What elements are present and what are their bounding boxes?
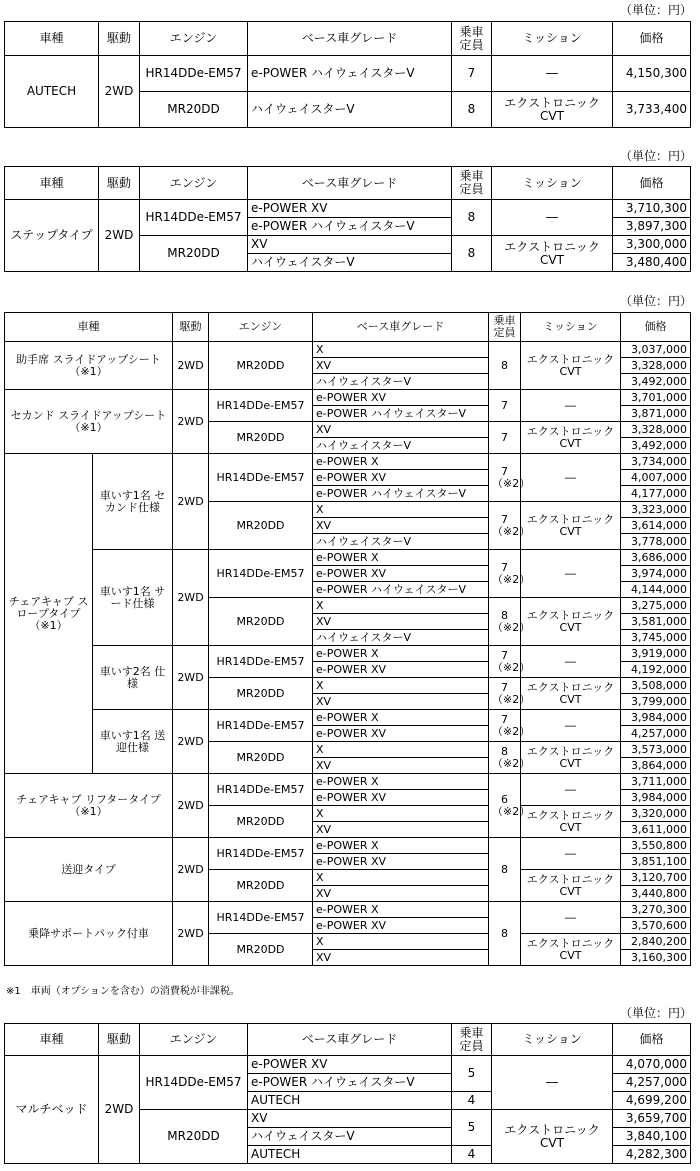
grade-cell: e-POWER X bbox=[313, 838, 489, 854]
table-row bbox=[5, 646, 691, 662]
grade-cell: XV bbox=[313, 886, 489, 902]
engine-cell: HR14DDe-EM57 bbox=[209, 902, 313, 934]
unit-label: （単位：円） bbox=[619, 294, 692, 308]
grade-cell: ハイウェイスターV bbox=[313, 438, 489, 454]
drive-cell: 2WD bbox=[173, 454, 209, 550]
grade-cell: ハイウェイスターV bbox=[248, 254, 452, 272]
mission-cell: エクストロニック CVT bbox=[521, 422, 621, 454]
grade-cell: e-POWER ハイウェイスターV bbox=[248, 1074, 452, 1092]
grade-cell: XV bbox=[313, 518, 489, 534]
price-cell: 2,840,200 bbox=[621, 934, 691, 950]
engine-cell: MR20DD bbox=[140, 236, 248, 272]
header-price: 価格 bbox=[613, 1024, 691, 1056]
price-cell: 3,840,100 bbox=[613, 1128, 691, 1146]
price-cell: 3,871,000 bbox=[621, 406, 691, 422]
header-drive: 駆動 bbox=[173, 313, 209, 342]
header-engine: エンジン bbox=[209, 313, 313, 342]
drive-cell: 2WD bbox=[173, 838, 209, 902]
grade-cell: e-POWER ハイウェイスターV bbox=[248, 218, 452, 236]
grade-cell: e-POWER X bbox=[313, 454, 489, 470]
price-cell: 3,864,000 bbox=[621, 758, 691, 774]
drive-cell: 2WD bbox=[99, 56, 140, 128]
model-cell: 乗降サポートパック付車 bbox=[5, 902, 173, 966]
drive-cell: 2WD bbox=[99, 200, 140, 272]
price-cell: 4,150,300 bbox=[613, 56, 691, 92]
price-cell: 4,282,300 bbox=[613, 1146, 691, 1164]
model-cell: AUTECH bbox=[5, 56, 99, 128]
price-table-step bbox=[4, 166, 691, 272]
table-row bbox=[5, 774, 691, 790]
header-price: 価格 bbox=[621, 313, 691, 342]
header-model: 車種 bbox=[5, 313, 173, 342]
grade-cell: e-POWER ハイウェイスターV bbox=[313, 406, 489, 422]
engine-cell: MR20DD bbox=[209, 806, 313, 838]
price-cell: 3,711,000 bbox=[621, 774, 691, 790]
mission-cell: エクストロニック CVT bbox=[521, 934, 621, 966]
grade-cell: e-POWER X bbox=[313, 646, 489, 662]
grade-cell: e-POWER XV bbox=[248, 1056, 452, 1074]
seats-cell: 5 bbox=[452, 1110, 492, 1146]
mission-cell: エクストロニック CVT bbox=[521, 502, 621, 550]
header-engine: エンジン bbox=[140, 22, 248, 56]
price-table-autech bbox=[4, 21, 691, 128]
price-cell: 3,974,000 bbox=[621, 566, 691, 582]
seats-cell: 8 （※2） bbox=[489, 598, 521, 646]
drive-cell: 2WD bbox=[173, 774, 209, 838]
grade-cell: e-POWER X bbox=[313, 710, 489, 726]
seats-cell: 7 （※2） bbox=[489, 646, 521, 678]
grade-cell: e-POWER XV bbox=[313, 854, 489, 870]
seats-cell: 5 bbox=[452, 1056, 492, 1092]
price-cell: 3,701,000 bbox=[621, 390, 691, 406]
sub-model-cell: 車いす2名 仕様 bbox=[93, 646, 173, 710]
engine-cell: MR20DD bbox=[209, 422, 313, 454]
grade-cell: e-POWER XV bbox=[248, 200, 452, 218]
mission-cell: ― bbox=[521, 646, 621, 678]
engine-cell: MR20DD bbox=[209, 502, 313, 550]
engine-cell: HR14DDe-EM57 bbox=[209, 390, 313, 422]
table-row bbox=[5, 550, 691, 566]
price-cell: 3,300,000 bbox=[613, 236, 691, 254]
model-cell: ステップタイプ bbox=[5, 200, 99, 272]
price-cell: 4,699,200 bbox=[613, 1092, 691, 1110]
mission-cell: ― bbox=[492, 56, 613, 92]
mission-cell: ― bbox=[521, 550, 621, 598]
grade-cell: XV bbox=[313, 950, 489, 966]
price-cell: 3,328,000 bbox=[621, 422, 691, 438]
grade-cell: X bbox=[313, 870, 489, 886]
table-row bbox=[5, 710, 691, 726]
seats-cell: 7 bbox=[489, 422, 521, 454]
price-cell: 4,177,000 bbox=[621, 486, 691, 502]
table-header-row bbox=[5, 167, 691, 200]
table-row bbox=[5, 838, 691, 854]
grade-cell: X bbox=[313, 342, 489, 358]
price-cell: 3,897,300 bbox=[613, 218, 691, 236]
price-cell: 3,710,300 bbox=[613, 200, 691, 218]
mission-cell: エクストロニック CVT bbox=[521, 742, 621, 774]
engine-cell: HR14DDe-EM57 bbox=[209, 774, 313, 806]
header-mission: ミッション bbox=[492, 167, 613, 200]
engine-cell: HR14DDe-EM57 bbox=[209, 710, 313, 742]
mission-cell: エクストロニック CVT bbox=[521, 598, 621, 646]
price-cell: 3,919,000 bbox=[621, 646, 691, 662]
price-cell: 3,659,700 bbox=[613, 1110, 691, 1128]
price-cell: 3,778,000 bbox=[621, 534, 691, 550]
grade-cell: e-POWER X bbox=[313, 774, 489, 790]
mission-cell: エクストロニック CVT bbox=[521, 678, 621, 710]
seats-cell: 8 bbox=[452, 236, 492, 272]
price-table-multibed bbox=[4, 1023, 691, 1164]
grade-cell: X bbox=[313, 598, 489, 614]
header-grade: ベース車グレード bbox=[248, 1024, 452, 1056]
price-cell: 4,257,000 bbox=[621, 726, 691, 742]
model-cell: チェアキャブ スロープタイプ （※1） bbox=[5, 454, 93, 774]
grade-cell: X bbox=[313, 934, 489, 950]
price-cell: 4,257,000 bbox=[613, 1074, 691, 1092]
engine-cell: HR14DDe-EM57 bbox=[140, 1056, 248, 1110]
price-cell: 3,745,000 bbox=[621, 630, 691, 646]
price-cell: 3,037,000 bbox=[621, 342, 691, 358]
header-grade: ベース車グレード bbox=[248, 22, 452, 56]
table-row bbox=[5, 1056, 691, 1074]
grade-cell: e-POWER X bbox=[313, 550, 489, 566]
seats-cell: 7 （※2） bbox=[489, 454, 521, 502]
mission-cell: エクストロニック CVT bbox=[492, 1110, 613, 1164]
grade-cell: e-POWER ハイウェイスターV bbox=[248, 56, 452, 92]
header-model: 車種 bbox=[5, 1024, 99, 1056]
drive-cell: 2WD bbox=[99, 1056, 140, 1164]
sub-model-cell: 車いす1名 送迎仕様 bbox=[93, 710, 173, 774]
table-header-row bbox=[5, 22, 691, 56]
model-cell: 助手席 スライドアップシート （※1） bbox=[5, 342, 173, 390]
header-seats: 乗車定員 bbox=[452, 167, 492, 200]
model-cell: マルチベッド bbox=[5, 1056, 99, 1164]
engine-cell: HR14DDe-EM57 bbox=[140, 56, 248, 92]
mission-cell: ― bbox=[521, 774, 621, 806]
engine-cell: MR20DD bbox=[209, 934, 313, 966]
grade-cell: e-POWER ハイウェイスターV bbox=[313, 582, 489, 598]
price-cell: 3,270,300 bbox=[621, 902, 691, 918]
price-cell: 3,686,000 bbox=[621, 550, 691, 566]
seats-cell: 7 bbox=[489, 390, 521, 422]
header-drive: 駆動 bbox=[99, 167, 140, 200]
header-mission: ミッション bbox=[492, 1024, 613, 1056]
engine-cell: MR20DD bbox=[209, 678, 313, 710]
header-model: 車種 bbox=[5, 167, 99, 200]
seats-cell: 7 bbox=[452, 56, 492, 92]
price-cell: 3,851,100 bbox=[621, 854, 691, 870]
seats-cell: 8 bbox=[489, 342, 521, 390]
grade-cell: XV bbox=[313, 614, 489, 630]
engine-cell: MR20DD bbox=[209, 870, 313, 902]
drive-cell: 2WD bbox=[173, 710, 209, 774]
mission-cell: エクストロニック CVT bbox=[521, 342, 621, 390]
sub-model-cell: 車いす1名 サード仕様 bbox=[93, 550, 173, 646]
drive-cell: 2WD bbox=[173, 646, 209, 710]
header-seats: 乗車定員 bbox=[452, 1024, 492, 1056]
grade-cell: X bbox=[313, 678, 489, 694]
header-drive: 駆動 bbox=[99, 22, 140, 56]
price-cell: 3,492,000 bbox=[621, 374, 691, 390]
grade-cell: X bbox=[313, 806, 489, 822]
price-cell: 3,320,000 bbox=[621, 806, 691, 822]
price-cell: 3,799,000 bbox=[621, 694, 691, 710]
drive-cell: 2WD bbox=[173, 390, 209, 454]
mission-cell: ― bbox=[492, 1056, 613, 1110]
engine-cell: HR14DDe-EM57 bbox=[209, 550, 313, 598]
price-cell: 3,323,000 bbox=[621, 502, 691, 518]
grade-cell: XV bbox=[313, 822, 489, 838]
drive-cell: 2WD bbox=[173, 902, 209, 966]
unit-label: （単位：円） bbox=[619, 3, 692, 17]
price-cell: 3,328,000 bbox=[621, 358, 691, 374]
footnote: ※1 車両（オプションを含む）の消費税が非課税。 bbox=[6, 986, 240, 997]
mission-cell: エクストロニック CVT bbox=[492, 236, 613, 272]
table-row bbox=[5, 200, 691, 218]
price-cell: 3,550,800 bbox=[621, 838, 691, 854]
grade-cell: e-POWER XV bbox=[313, 470, 489, 486]
header-engine: エンジン bbox=[140, 1024, 248, 1056]
table-header-row bbox=[5, 313, 691, 342]
price-cell: 3,508,000 bbox=[621, 678, 691, 694]
table-row bbox=[5, 902, 691, 918]
grade-cell: AUTECH bbox=[248, 1146, 452, 1164]
header-price: 価格 bbox=[613, 22, 691, 56]
price-cell: 3,614,000 bbox=[621, 518, 691, 534]
header-seats: 乗車定員 bbox=[489, 313, 521, 342]
table-row bbox=[5, 342, 691, 358]
engine-cell: MR20DD bbox=[209, 742, 313, 774]
table-row bbox=[5, 390, 691, 406]
grade-cell: XV bbox=[313, 694, 489, 710]
seats-cell: 4 bbox=[452, 1146, 492, 1164]
grade-cell: e-POWER XV bbox=[313, 390, 489, 406]
price-table-welfare bbox=[4, 312, 691, 966]
price-cell: 3,984,000 bbox=[621, 790, 691, 806]
grade-cell: e-POWER XV bbox=[313, 918, 489, 934]
price-cell: 3,611,000 bbox=[621, 822, 691, 838]
price-cell: 4,192,000 bbox=[621, 662, 691, 678]
grade-cell: e-POWER XV bbox=[313, 790, 489, 806]
model-cell: 送迎タイプ bbox=[5, 838, 173, 902]
seats-cell: 7 （※2） bbox=[489, 550, 521, 598]
engine-cell: HR14DDe-EM57 bbox=[209, 646, 313, 678]
price-cell: 3,733,400 bbox=[613, 92, 691, 128]
mission-cell: エクストロニック CVT bbox=[521, 806, 621, 838]
price-cell: 4,144,000 bbox=[621, 582, 691, 598]
price-cell: 3,573,000 bbox=[621, 742, 691, 758]
header-mission: ミッション bbox=[492, 22, 613, 56]
grade-cell: e-POWER XV bbox=[313, 566, 489, 582]
header-engine: エンジン bbox=[140, 167, 248, 200]
engine-cell: HR14DDe-EM57 bbox=[209, 454, 313, 502]
grade-cell: e-POWER ハイウェイスターV bbox=[313, 486, 489, 502]
price-cell: 3,570,600 bbox=[621, 918, 691, 934]
price-cell: 3,120,700 bbox=[621, 870, 691, 886]
seats-cell: 7 （※2） bbox=[489, 678, 521, 710]
table-row bbox=[5, 56, 691, 92]
header-drive: 駆動 bbox=[99, 1024, 140, 1056]
header-grade: ベース車グレード bbox=[313, 313, 489, 342]
sub-model-cell: 車いす1名 セカンド仕様 bbox=[93, 454, 173, 550]
seats-cell: 6 （※2） bbox=[489, 774, 521, 838]
header-price: 価格 bbox=[613, 167, 691, 200]
mission-cell: エクストロニック CVT bbox=[492, 92, 613, 128]
engine-cell: HR14DDe-EM57 bbox=[140, 200, 248, 236]
mission-cell: ― bbox=[521, 838, 621, 870]
price-cell: 3,581,000 bbox=[621, 614, 691, 630]
seats-cell: 8 （※2） bbox=[489, 742, 521, 774]
engine-cell: MR20DD bbox=[140, 1110, 248, 1164]
grade-cell: e-POWER X bbox=[313, 902, 489, 918]
engine-cell: MR20DD bbox=[209, 342, 313, 390]
header-grade: ベース車グレード bbox=[248, 167, 452, 200]
engine-cell: HR14DDe-EM57 bbox=[209, 838, 313, 870]
seats-cell: 8 bbox=[452, 92, 492, 128]
table-header-row bbox=[5, 1024, 691, 1056]
drive-cell: 2WD bbox=[173, 550, 209, 646]
mission-cell: ― bbox=[492, 200, 613, 236]
seats-cell: 7 （※2） bbox=[489, 502, 521, 550]
price-cell: 3,492,000 bbox=[621, 438, 691, 454]
price-cell: 3,984,000 bbox=[621, 710, 691, 726]
header-mission: ミッション bbox=[521, 313, 621, 342]
grade-cell: XV bbox=[313, 358, 489, 374]
price-cell: 3,440,800 bbox=[621, 886, 691, 902]
grade-cell: ハイウェイスターV bbox=[313, 374, 489, 390]
grade-cell: ハイウェイスターV bbox=[313, 630, 489, 646]
grade-cell: X bbox=[313, 742, 489, 758]
grade-cell: XV bbox=[248, 1110, 452, 1128]
grade-cell: XV bbox=[313, 422, 489, 438]
grade-cell: ハイウェイスターV bbox=[248, 1128, 452, 1146]
unit-label: （単位：円） bbox=[619, 149, 692, 163]
header-seats: 乗車定員 bbox=[452, 22, 492, 56]
mission-cell: ― bbox=[521, 390, 621, 422]
grade-cell: AUTECH bbox=[248, 1092, 452, 1110]
mission-cell: エクストロニック CVT bbox=[521, 870, 621, 902]
grade-cell: X bbox=[313, 502, 489, 518]
price-cell: 4,007,000 bbox=[621, 470, 691, 486]
engine-cell: MR20DD bbox=[209, 598, 313, 646]
price-cell: 3,275,000 bbox=[621, 598, 691, 614]
seats-cell: 8 bbox=[452, 200, 492, 236]
model-cell: セカンド スライドアップシート （※1） bbox=[5, 390, 173, 454]
engine-cell: MR20DD bbox=[140, 92, 248, 128]
grade-cell: ハイウェイスターV bbox=[313, 534, 489, 550]
grade-cell: ハイウェイスターV bbox=[248, 92, 452, 128]
seats-cell: 8 bbox=[489, 838, 521, 902]
grade-cell: XV bbox=[313, 758, 489, 774]
mission-cell: ― bbox=[521, 710, 621, 742]
grade-cell: e-POWER XV bbox=[313, 662, 489, 678]
mission-cell: ― bbox=[521, 902, 621, 934]
table-row bbox=[5, 454, 691, 470]
price-cell: 3,160,300 bbox=[621, 950, 691, 966]
seats-cell: 4 bbox=[452, 1092, 492, 1110]
grade-cell: e-POWER XV bbox=[313, 726, 489, 742]
header-model: 車種 bbox=[5, 22, 99, 56]
unit-label: （単位：円） bbox=[619, 1006, 692, 1020]
seats-cell: 8 bbox=[489, 902, 521, 966]
grade-cell: XV bbox=[248, 236, 452, 254]
drive-cell: 2WD bbox=[173, 342, 209, 390]
price-cell: 3,734,000 bbox=[621, 454, 691, 470]
model-cell: チェアキャブ リフタータイプ （※1） bbox=[5, 774, 173, 838]
price-cell: 3,480,400 bbox=[613, 254, 691, 272]
mission-cell: ― bbox=[521, 454, 621, 502]
price-cell: 4,070,000 bbox=[613, 1056, 691, 1074]
seats-cell: 7 （※2） bbox=[489, 710, 521, 742]
